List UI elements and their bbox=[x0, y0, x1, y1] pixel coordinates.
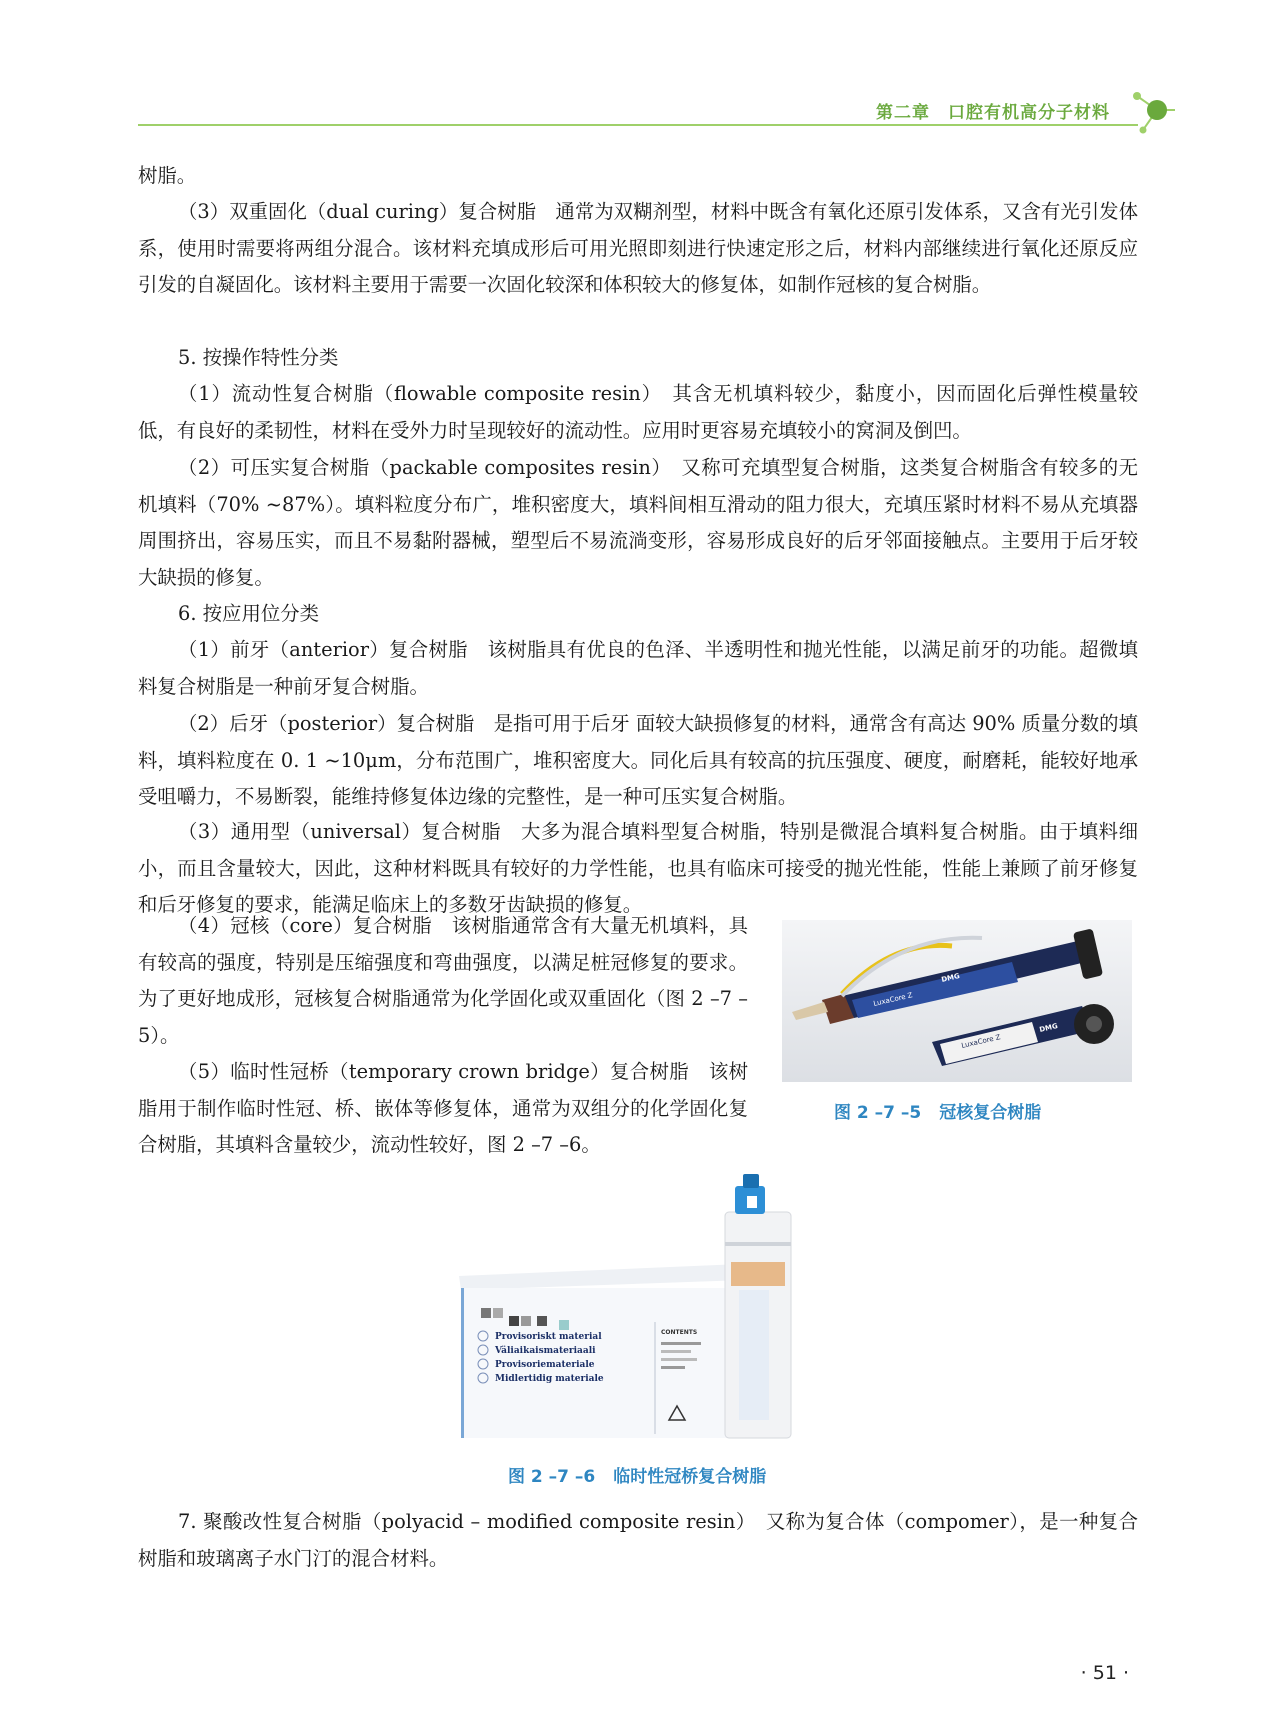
figure-caption-2-7-5 bbox=[834, 1098, 1041, 1123]
page-number: · 51 · bbox=[1080, 1662, 1129, 1684]
paragraph-packable: （2）可压实复合树脂（packable composites resin） 又称可充填型复合树脂，这类复合树脂含有较多的无机填料（70% ~87%）。填料粒度分布广，堆积密度大，填料间相互滑动的阻力很大，充填压紧时材料不易从充填器周围挤出，容易压实，而且不易黏附器械，塑型后不易流淌变形，容易形成良好的后牙邻面接触点。主要用于后牙较大缺损的修复。 bbox=[138, 456, 1138, 589]
logo-label-2: DMG bbox=[1038, 1021, 1059, 1034]
paragraph-core: （4）冠核（core）复合树脂 该树脂通常含有大量无机填料，具有较高的强度，特别是压缩强度和弯曲强度，以满足桩冠修复的要求。为了更好地成形，冠核复合树脂通常为化学固化或双重固化（图 2 –7 –5）。 bbox=[138, 914, 748, 1047]
heading-operation-classification: 5. 按操作特性分类 bbox=[178, 346, 339, 369]
heading-application-classification: 6. 按应用位分类 bbox=[178, 602, 320, 625]
running-header bbox=[876, 98, 1110, 123]
figure-temporary-crown-resin-photo bbox=[455, 1172, 835, 1444]
logo-label-1: DMG bbox=[940, 971, 961, 984]
paragraph-flowable: （1）流动性复合树脂（flowable composite resin） 其含无机填料较少，黏度小，因而固化后弹性模量较低，有良好的柔韧性，材料在受外力时呈现较好的流动性。应用时更容易充填较小的窝洞及倒凹。 bbox=[138, 382, 1138, 442]
contents-label: CONTENTS bbox=[661, 1329, 698, 1336]
figure-caption-text-2: 临时性冠桥复合树脂 bbox=[613, 1467, 767, 1487]
box-line-1: Provisoriskt material bbox=[495, 1332, 602, 1342]
paragraph-temporary: （5）临时性冠桥（temporary crown bridge）复合树脂 该树脂用于制作临时性冠、桥、嵌体等修复体，通常为双组分的化学固化复合树脂，其填料含量较少，流动性较好，图 2 –7 –6。 bbox=[138, 1060, 748, 1156]
box-line-2: Väliaikaismateriaali bbox=[495, 1346, 596, 1356]
figure-number: 图 2 –7 –5 bbox=[834, 1103, 922, 1123]
header-rule bbox=[138, 124, 1138, 126]
figure-core-resin-photo bbox=[782, 920, 1132, 1082]
chapter-title: 口腔有机高分子材料 bbox=[948, 103, 1110, 123]
box-line-3: Provisoriemateriale bbox=[495, 1360, 595, 1370]
paragraph-anterior: （1）前牙（anterior）复合树脂 该树脂具有优良的色泽、半透明性和抛光性能，以满足前牙的功能。超微填料复合树脂是一种前牙复合树脂。 bbox=[138, 638, 1138, 698]
paragraph-universal: （3）通用型（universal）复合树脂 大多为混合填料型复合树脂，特别是微混合填料复合树脂。由于填料细小，而且含量较大，因此，这种材料既具有较好的力学性能，也具有临床可接受的抛光性能，性能上兼顾了前牙修复和后牙修复的要求，能满足临床上的多数牙齿缺损的修复。 bbox=[138, 820, 1138, 916]
paragraph-dual-curing: （3）双重固化（dual curing）复合树脂 通常为双糊剂型，材料中既含有氧化还原引发体系，又含有光引发体系，使用时需要将两组分混合。该材料充填成形后可用光照即刻进行快速定形之后，材料内部继续进行氧化还原反应引发的自凝固化。该材料主要用于需要一次固化较深和体积较大的修复体，如制作冠核的复合树脂。 bbox=[138, 200, 1138, 296]
brand-label-2: LuxaCore Z bbox=[960, 1033, 1002, 1050]
paragraph-posterior: （2）后牙（posterior）复合树脂 是指可用于后牙 面较大缺损修复的材料，通常含有高达 90% 质量分数的填料，填料粒度在 0. 1 ~10μm，分布范围广，堆积密度大。同化后具有较高的抗压强度、硬度，耐磨耗，能较好地承受咀嚼力，不易断裂，能维持修复体边缘的完整性，是一种可压实复合树脂。 bbox=[138, 712, 1138, 808]
brand-label-1: LuxaCore Z bbox=[872, 991, 914, 1008]
box-line-4: Midlertidig materiale bbox=[495, 1374, 604, 1384]
figure-number-2: 图 2 –7 –6 bbox=[508, 1467, 596, 1487]
paragraph-compomer: 7. 聚酸改性复合树脂（polyacid – modified composite resin） 又称为复合体（compomer），是一种复合树脂和玻璃离子水门汀的混合材料。 bbox=[138, 1510, 1138, 1570]
figure-caption-text: 冠核复合树脂 bbox=[939, 1103, 1042, 1123]
chapter-label: 第二章 bbox=[876, 103, 930, 123]
paragraph-continuation: 树脂。 bbox=[138, 164, 197, 187]
figure-caption-2-7-6 bbox=[508, 1462, 766, 1487]
molecule-icon bbox=[1127, 86, 1179, 138]
